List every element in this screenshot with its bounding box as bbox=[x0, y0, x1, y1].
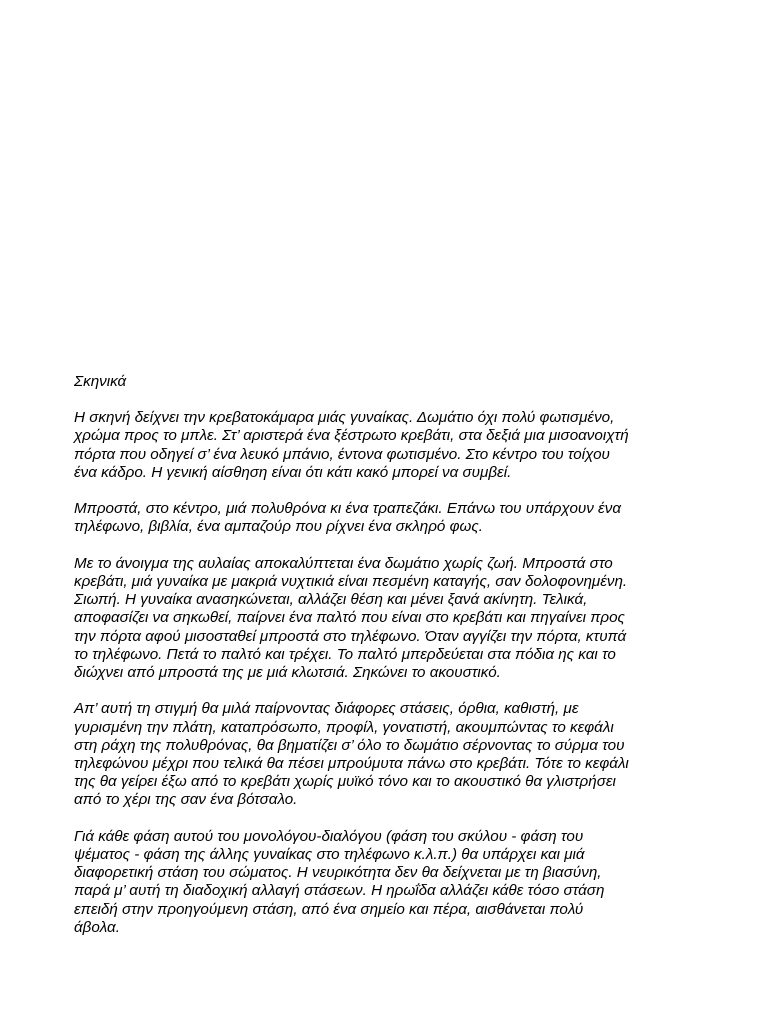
text-line: Μπροστά, στο κέντρο, μιά πολυθρόνα κι ένα τραπεζάκι. Επάνω του υπάρχουν ένα bbox=[74, 500, 621, 518]
text-line: διώχνει από μπροστά της με μιά κλωτσιά. Σηκώνει το ακουστικό. bbox=[74, 664, 501, 682]
text-line: Απ’ αυτή τη στιγμή θα μιλά παίρνοντας διάφορες στάσεις, όρθια, καθιστή, με bbox=[74, 700, 579, 718]
text-line: ένα κάδρο. Η γενική αίσθηση είναι ότι κάτι κακό μπορεί να συμβεί. bbox=[74, 463, 512, 481]
text-line: επειδή στην προηγούμενη στάση, από ένα σημείο και πέρα, αισθάνεται πολύ bbox=[74, 900, 584, 918]
text-line: το τηλέφωνο. Πετά το παλτό και τρέχει. Το παλτό μπερδεύεται στα πόδια ης και το bbox=[74, 645, 616, 663]
text-line: Σιωπή. Η γυναίκα ανασηκώνεται, αλλάζει θέση και μένει ξανά ακίνητη. Τελικά, bbox=[74, 591, 588, 609]
paragraph bbox=[74, 700, 704, 809]
paragraph bbox=[74, 555, 704, 682]
text-line: Με το άνοιγμα της αυλαίας αποκαλύπτεται ένα δωμάτιο χωρίς ζωή. Μπροστά στο bbox=[74, 554, 613, 572]
text-line: πόρτα που οδηγεί σ’ ένα λευκό μπάνιο, έντονα φωτισμένο. Στο κέντρο του τοίχου bbox=[74, 445, 610, 463]
text-line: αποφασίζει να σηκωθεί, παίρνει ένα παλτό που είναι στο κρεβάτι και πηγαίνει προς bbox=[74, 609, 625, 627]
text-line: της θα γείρει έξω από το κρεβάτι χωρίς μυϊκό τόνο και το ακουστικό θα γλιστρήσει bbox=[74, 773, 616, 791]
document-page bbox=[74, 373, 704, 955]
text-line: γυρισμένη την πλάτη, καταπρόσωπο, προφίλ, γονατιστή, ακουμπώντας το κεφάλι bbox=[74, 718, 614, 736]
text-line: κρεβάτι, μιά γυναίκα με μακριά νυχτικιά είναι πεσμένη καταγής, σαν δολοφονημένη. bbox=[74, 573, 628, 590]
text-line: ψέματος - φάση της άλλης γυναίκας στο τηλέφωνο κ.λ.π.) θα υπάρχει και μιά bbox=[74, 846, 585, 864]
paragraph bbox=[74, 828, 704, 937]
text-line: στη ράχη της πολυθρόνας, θα βηματίζει σ’ όλο το δωμάτιο σέρνοντας το σύρμα του bbox=[74, 736, 625, 754]
text-line: χρώμα προς το μπλε. Στ’ αριστερά ένα ξέστρωτο κρεβάτι, στα δεξιά μια μισοανοιχτή bbox=[74, 427, 629, 445]
paragraph bbox=[74, 500, 704, 536]
text-line: παρά μ’ αυτή τη διαδοχική αλλαγή στάσεων. Η ηρωΐδα αλλάζει κάθε τόσο στάση bbox=[74, 882, 605, 900]
text-line: τηλέφωνο, βιβλία, ένα αμπαζούρ που ρίχνει ένα σκληρό φως. bbox=[74, 518, 483, 536]
text-line: την πόρτα αφού μισοσταθεί μπροστά στο τηλέφωνο. Όταν αγγίζει την πόρτα, κτυπά bbox=[74, 627, 627, 645]
paragraph bbox=[74, 409, 704, 482]
text-line: Γιά κάθε φάση αυτού του μονολόγου-διαλόγου (φάση του σκύλου - φάση του bbox=[74, 827, 584, 845]
text-line: από το χέρι της σαν ένα βότσαλο. bbox=[74, 791, 298, 809]
text-line: τηλεφώνου μέχρι που τελικά θα πέσει μπρούμυτα πάνω στο κρεβάτι. Τότε το κεφάλι bbox=[74, 755, 629, 773]
text-line: διαφορετική στάση του σώματος. Η νευρικότητα δεν θα δείχνεται με τη βιασύνη, bbox=[74, 864, 602, 882]
text-line: άβολα. bbox=[74, 918, 120, 936]
text-line: Η σκηνή δείχνει την κρεβατοκάμαρα μιάς γυναίκας. Δωμάτιο όχι πολύ φωτισμένο, bbox=[74, 409, 615, 427]
section-heading: Σκηνικά bbox=[74, 373, 127, 390]
